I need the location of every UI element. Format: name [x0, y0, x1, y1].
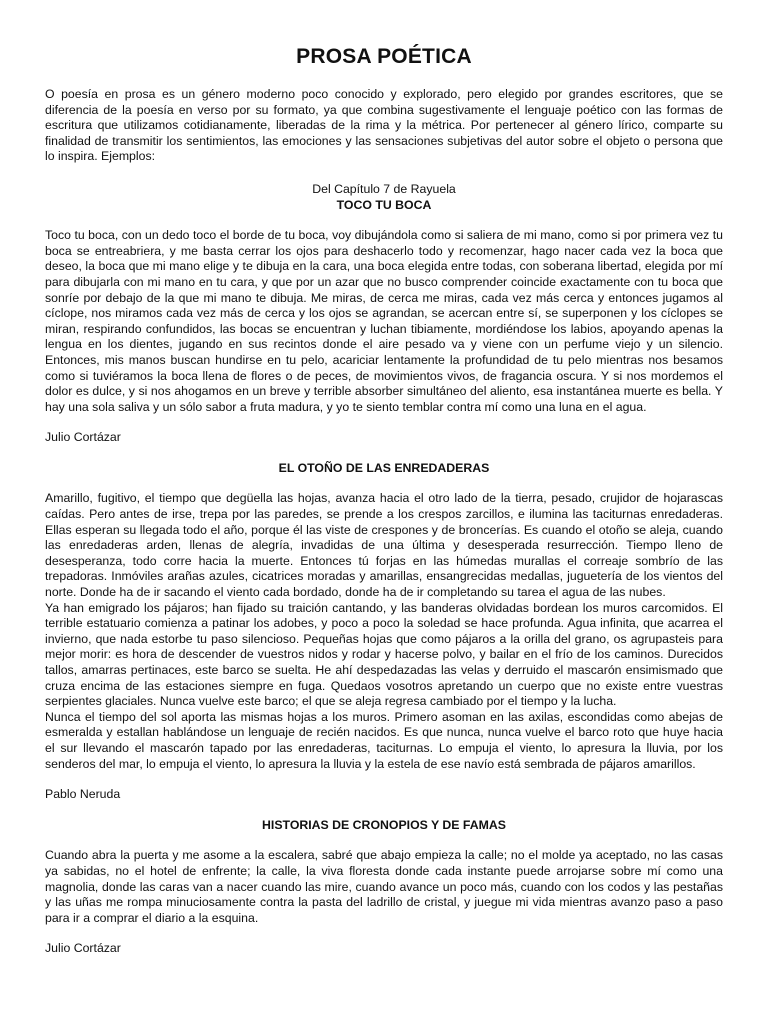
- spacer: [45, 476, 723, 491]
- spacer: [45, 213, 723, 228]
- author-signature: Pablo Neruda: [45, 787, 121, 802]
- document-page: [45, 44, 723, 957]
- spacer: [45, 926, 723, 941]
- document-title: PROSA POÉTICA: [296, 45, 472, 68]
- poem-paragraph: Ya han emigrado los pájaros; han fijado su traición cantando, y las banderas olvidadas bordean los muros carcomidos. El terrible estatuario comienza a patinar los adobes, y poco a poco la soledad se hace profunda. Agua infinita, que acarrea el invierno, que nada estorbe tu paso silencioso. Pequeñas hojas que como pájaros a la orilla del grano, os agrupasteis para mejor morir: es hora de descender de vuestros nidos y rodar y hacerse polvo, y bailar en el frío de los caminos. Durecidos tallos, amarras pertinaces, este barco se suelta. He ahí despedazadas las velas y derruido el mascarón ensimismado que cruza encima de las estaciones siempre en fuga. Quedaos vosotros apretando un cuerpo que no existe entre vuestras serpientes glaciales. Nunca vuelve este barco; el que se aleja regresa cambiado por el tiempo y la lucha.: [45, 600, 723, 709]
- section-heading-cronopios-famas: HISTORIAS DE CRONOPIOS Y DE FAMAS: [262, 817, 506, 832]
- spacer: [45, 833, 723, 848]
- section-source: Del Capítulo 7 de Rayuela: [312, 181, 456, 196]
- author-signature: Julio Cortázar: [45, 430, 121, 445]
- section-heading-toco-tu-boca: TOCO TU BOCA: [336, 197, 432, 212]
- poem-paragraph: Amarillo, fugitivo, el tiempo que degüella las hojas, avanza hacia el otro lado de la tierra, pesado, crujidor de hojarascas caídas. Pero antes de irse, trepa por las paredes, se prende a los crespos zarcillos, e ilumina las taciturnas enredaderas. Ellas esperan su llegada todo el año, porque él las viste de crespones y de broncerías. Es cuando el otoño se aleja, cuando las enredaderas arden, llenas de alegría, invadidas de una última y desesperada resurrección. Tiempo lleno de desesperanza, todo corre hacia la muerte. Entonces tú forjas en las húmedas murallas el correaje sombrío de las trepadoras. Inmóviles arañas azules, cicatrices moradas y amarillas, ensangrecidas medallas, juguetería de los vientos del norte. Donde ha de ir sacando el viento cada bordado, donde ha de ir completando su tarea el agua de las nubes.: [45, 491, 723, 600]
- spacer: [45, 772, 723, 787]
- spacer: [45, 803, 723, 818]
- section-heading-otono-enredaderas: EL OTOÑO DE LAS ENREDADERAS: [278, 460, 490, 475]
- poem-paragraph: Nunca el tiempo del sol aporta las mismas hojas a los muros. Primero asoman en las axilas, escondidas como abejas de esmeralda y estallan hablándose un lenguaje de recién nacidos. Es que nunca, nunca vuelve el barco roto que huye hacia el sur llevando el mascarón tapado por las enredaderas, taciturnas. Lo empuja el viento, lo apresura la lluvia, por los senderos del mar, lo empuja el viento, lo apresura la lluvia y la estela de ese navío está sembrada de pájaros amarillos.: [45, 709, 723, 771]
- spacer: [45, 446, 723, 461]
- poem-paragraph: Cuando abra la puerta y me asome a la escalera, sabré que abajo empieza la calle; no el molde ya aceptado, no las casas ya sabidas, no el hotel de enfrente; la calle, la viva floresta donde cada instante puede arrojarse sobre mí como una magnolia, donde las caras van a nacer cuando las mire, cuando avance un poco más, cuando con los codos y las pestañas y las uñas me rompa minuciosamente contra la pasta del ladrillo de cristal, y juegue mi vida mientras avanzo paso a paso para ir a comprar el diario a la esquina.: [45, 848, 723, 925]
- poem-paragraph: Toco tu boca, con un dedo toco el borde de tu boca, voy dibujándola como si saliera de mi mano, como si por primera vez tu boca se entreabriera, y me basta cerrar los ojos para deshacerlo todo y recomenzar, hago nacer cada vez la boca que deseo, la boca que mi mano elige y te dibuja en la cara, una boca elegida entre todas, con soberana libertad, elegida por mí para dibujarla con mi mano en tu cara, y que por un azar que no busco comprender coincide exactamente con tu boca que sonríe por debajo de la que mi mano te dibuja. Me miras, de cerca me miras, cada vez más cerca y entonces jugamos al cíclope, nos miramos cada vez más de cerca y los ojos se agrandan, se acercan entre sí, se superponen y los cíclopes se miran, respirando confundidos, las bocas se encuentran y luchan tibiamente, mordiéndose los labios, apoyando apenas la lengua en los dientes, jugando en sus recintos donde el aire pesado va y viene con un perfume viejo y un silencio. Entonces, mis manos buscan hundirse en tu pelo, acariciar lentamente la profundidad de tu pelo mientras nos besamos como si tuviéramos la boca llena de flores o de peces, de movimientos vivos, de fragancia oscura. Y si nos mordemos el dolor es dulce, y si nos ahogamos en un breve y terrible absorber simultáneo del aliento, esa instantánea muerte es bella. Y hay una sola saliva y un sólo sabor a fruta madura, y yo te siento temblar contra mí como una luna en el agua.: [45, 228, 723, 414]
- intro-paragraph: O poesía en prosa es un género moderno poco conocido y explorado, pero elegido por grandes escritores, que se diferencia de la poesía en verso por su formato, ya que combina sugestivamente el lenguaje poético con las formas de escritura que utilizamos cotidianamente, liberadas de la rima y la métrica. Por pertenecer al género lírico, comparte su finalidad de transmitir los sentimientos, las emociones y las sensaciones subjetivas del autor sobre el objeto o persona que lo inspira. Ejemplos:: [45, 87, 723, 164]
- spacer: [45, 165, 723, 182]
- author-signature: Julio Cortázar: [45, 941, 121, 956]
- spacer: [45, 415, 723, 430]
